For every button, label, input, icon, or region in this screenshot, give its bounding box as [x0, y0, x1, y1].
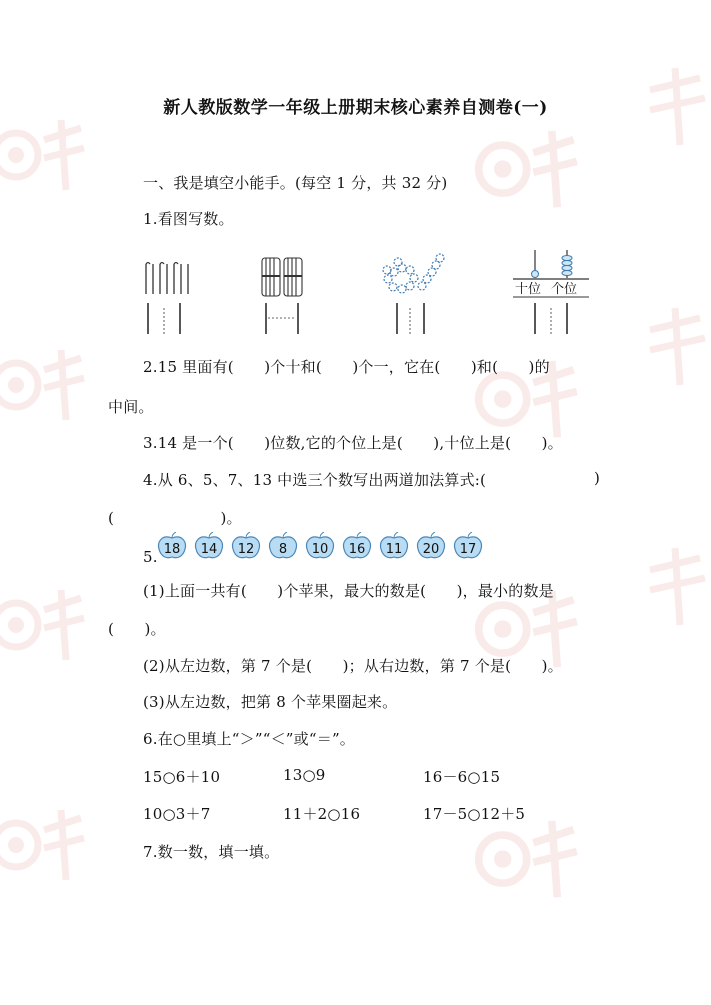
- page-title: 新人教版数学一年级上册期末核心素养自测卷(一): [163, 98, 548, 118]
- question-2-cont: 中间。: [108, 398, 154, 416]
- apple-number: 14: [200, 542, 218, 557]
- tens-label: 十位: [515, 282, 542, 297]
- apple-number: 17: [459, 542, 477, 557]
- question-1: 1.看图写数。: [143, 210, 234, 228]
- sticks-picture: [140, 248, 200, 338]
- apple-number: 12: [237, 542, 255, 557]
- apple-number: 8: [278, 542, 288, 557]
- question-4: 4.从 6、5、7、13 中选三个数写出两道加法算式:(: [143, 471, 487, 489]
- section-heading: 一、我是填空小能手。(每空 1 分，共 32 分): [143, 174, 448, 192]
- comparison-item: 16－6○15: [423, 768, 501, 786]
- apple: [342, 532, 372, 560]
- question-6: 6.在○里填上“＞”“＜”或“＝”。: [143, 730, 356, 748]
- apple: [194, 532, 224, 560]
- question-2: 2.15 里面有( )个十和( )个一，它在( )和( )的: [143, 358, 550, 376]
- question-4-close: ): [594, 469, 601, 487]
- watermark-logo: [640, 300, 711, 390]
- question-5-3: (3)从左边数，把第 8 个苹果圈起来。: [143, 693, 398, 711]
- watermark-logo: [640, 540, 711, 630]
- apple: [305, 532, 335, 560]
- comparison-item: 17－5○12＋5: [423, 805, 526, 823]
- comparison-item: 11＋2○16: [283, 805, 361, 823]
- comparison-item: 13○9: [283, 766, 326, 784]
- apple: [157, 532, 187, 560]
- watermark-logo: [0, 340, 96, 430]
- comparison-item: 10○3＋7: [143, 805, 211, 823]
- watermark-logo: [470, 810, 590, 908]
- ones-label: 个位: [551, 282, 578, 297]
- beads-picture: [372, 248, 452, 338]
- apple: [416, 532, 446, 560]
- question-5-1-cont: ( )。: [108, 620, 166, 638]
- question-5-2: (2)从左边数，第 7 个是( )；从右边数，第 7 个是( )。: [143, 657, 563, 675]
- apple-number: 18: [163, 542, 181, 557]
- apple: [231, 532, 261, 560]
- apple-number: 16: [348, 542, 366, 557]
- watermark-logo: [470, 120, 590, 218]
- apple-number: 11: [385, 542, 403, 557]
- counting-pictures: [140, 248, 600, 338]
- question-3: 3.14 是一个( )位数,它的个位上是( ),十位上是( )。: [143, 434, 563, 452]
- question-5: 5.: [143, 548, 158, 566]
- abacus-picture: [505, 248, 595, 338]
- apple: [379, 532, 409, 560]
- question-5-1: (1)上面一共有( )个苹果，最大的数是( )，最小的数是: [143, 582, 554, 600]
- apple-number: 20: [422, 542, 440, 557]
- watermark-logo: [0, 110, 96, 200]
- apple: [268, 532, 298, 560]
- watermark-logo: [0, 800, 96, 890]
- stick-bundles-picture: [258, 248, 318, 338]
- apple-number: 10: [311, 542, 329, 557]
- question-4-cont: ( )。: [108, 509, 242, 527]
- apple: [453, 532, 483, 560]
- comparison-item: 15○6＋10: [143, 768, 221, 786]
- question-7: 7.数一数，填一填。: [143, 843, 280, 861]
- watermark-logo: [0, 580, 96, 670]
